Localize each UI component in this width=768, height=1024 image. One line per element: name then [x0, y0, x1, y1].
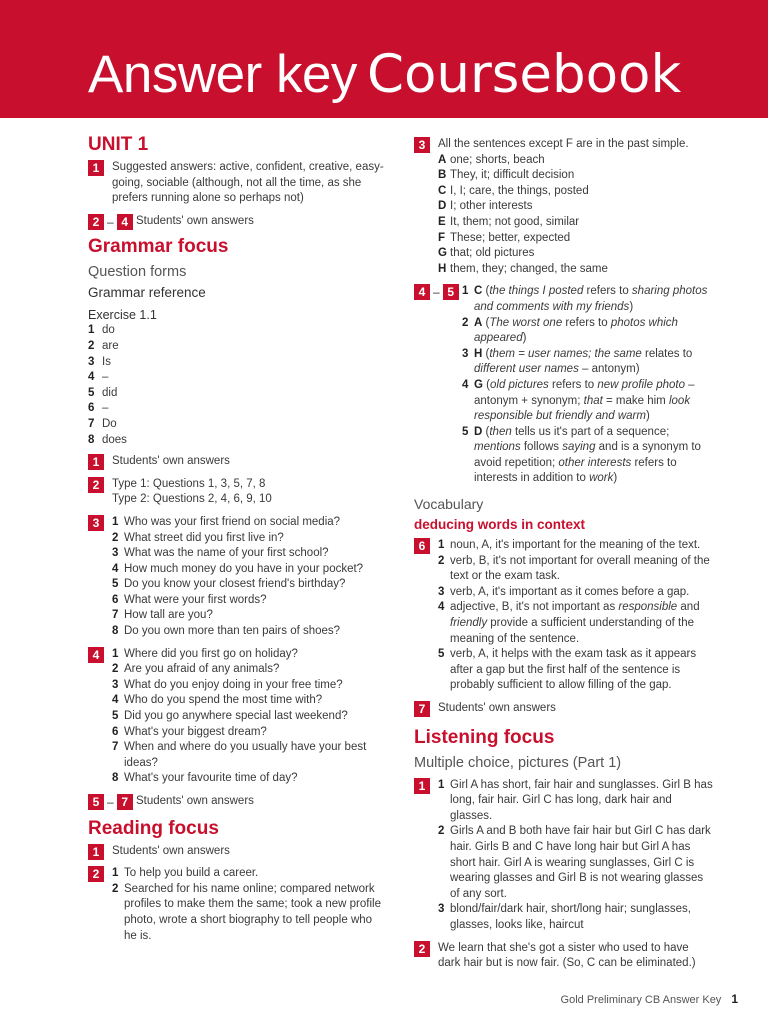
list-item: [462, 347, 714, 378]
item-text: Where did you first go on holiday?: [124, 647, 298, 660]
item-number: 8: [112, 772, 119, 785]
item-text: – antonym): [578, 363, 640, 376]
item-text: What street did you first live in?: [124, 531, 284, 544]
item-text: ): [629, 300, 634, 313]
item-text: blond/fair/dark hair, short/long hair; sunglasses, glasses, looks like, haircut: [450, 903, 691, 931]
item-text: Are you afraid of any animals?: [124, 663, 280, 676]
page-footer: [561, 992, 738, 1006]
item-number: 1: [112, 647, 119, 660]
item-text: and is a synonym to avoid repetition;: [474, 441, 701, 469]
question-badge: 2: [88, 866, 104, 882]
item-text: mentions: [474, 441, 521, 454]
item-text: = make him: [602, 394, 669, 407]
list-item: [112, 866, 388, 882]
question-badge: 4: [117, 214, 133, 230]
list-item: [438, 824, 714, 902]
item-text: The worst one: [489, 316, 563, 329]
list-item: [438, 184, 714, 200]
question-range: [88, 794, 133, 810]
answer-text: Students' own answers: [438, 702, 556, 714]
item-text: ): [645, 410, 650, 423]
list-item: [88, 386, 388, 402]
item-text: friendly: [450, 617, 488, 630]
item-letter: A: [438, 153, 447, 166]
item-text: sharing photos and comments with my friends: [474, 285, 708, 313]
question-badge: 7: [117, 794, 133, 810]
answer-text: We learn that she's got a sister who used to have dark hair but is now fair. (So, C can be eliminated.): [438, 941, 696, 970]
answer-text: Students' own answers: [136, 795, 254, 807]
answer-reading-4-5: [414, 284, 714, 487]
item-text: that: [583, 394, 603, 407]
item-number: 6: [88, 402, 95, 415]
answer-grammar-4: [88, 647, 388, 787]
item-letter: H: [438, 262, 447, 275]
answer-line: Type 2: Questions 2, 4, 6, 9, 10: [112, 493, 272, 506]
item-text: What was the name of your first school?: [124, 547, 329, 560]
item-number: 3: [112, 678, 119, 691]
section-heading-listening: Listening focus: [414, 726, 555, 748]
list-item: [462, 316, 714, 347]
range-dash: –: [433, 285, 440, 300]
subheading-deducing-words: deducing words in context: [414, 517, 586, 533]
list-item: [112, 647, 388, 663]
item-text: refers to: [548, 378, 598, 391]
item-number: 8: [112, 625, 119, 638]
item-text: responsible: [618, 601, 678, 614]
item-text: These; better, expected: [450, 231, 571, 244]
title-answer-key: Answer key: [88, 45, 357, 104]
item-number: 7: [88, 417, 95, 430]
question-range: [88, 214, 133, 230]
question-badge: 3: [88, 515, 104, 531]
left-column: [88, 130, 388, 951]
item-number: 2: [462, 316, 469, 329]
item-text: adjective, B, it's not important as: [450, 601, 619, 614]
answer-reading-3: [414, 137, 714, 277]
item-text: (: [485, 285, 490, 298]
item-text: ): [522, 332, 527, 345]
question-badge: 1: [88, 160, 104, 176]
item-letter: F: [438, 231, 446, 244]
subheading-question-forms: Question forms: [88, 264, 187, 281]
list-item: [112, 771, 388, 787]
item-text: How tall are you?: [124, 609, 213, 622]
item-text: Searched for his name online; compared network profiles to make them the same; took a new profile photo, wrote a short biography to tell people who he is.: [124, 882, 381, 942]
list-item: [88, 339, 388, 355]
item-number: 3: [462, 347, 469, 360]
item-text: follows: [520, 441, 563, 454]
item-text: does: [102, 433, 127, 446]
range-dash: –: [107, 214, 114, 229]
item-number: 2: [438, 825, 445, 838]
item-text: Do you know your closest friend's birthday?: [124, 578, 346, 591]
answer-text: Students' own answers: [112, 455, 230, 468]
answer-reading-1: [88, 844, 388, 860]
list-item: [462, 378, 714, 425]
item-number: 6: [112, 593, 119, 606]
question-badge: 4: [414, 284, 430, 300]
item-text: did: [102, 386, 118, 399]
list-item: [112, 577, 388, 593]
answer-listening-1: [414, 778, 714, 934]
unit-heading: UNIT 1: [88, 134, 149, 155]
item-number: 5: [112, 578, 119, 591]
question-range: [414, 284, 459, 300]
list-item: [88, 433, 388, 449]
list-item: [438, 778, 714, 825]
item-text: the things I posted: [489, 285, 584, 298]
item-text: provide a sufficient understanding of the meaning of the sentence.: [450, 617, 695, 645]
list-item: [112, 693, 388, 709]
list-item: [438, 902, 714, 933]
page-title: [88, 40, 681, 110]
item-text: –: [102, 402, 109, 415]
list-item: [112, 593, 388, 609]
item-text: I; other interests: [450, 200, 533, 213]
item-text: look responsible but friendly and warm: [474, 394, 691, 423]
question-badge: 2: [88, 214, 104, 230]
item-text: them, they; changed, the same: [450, 262, 608, 275]
item-letter: G: [438, 247, 447, 260]
item-text: them = user names; the same: [489, 347, 642, 360]
question-badge: 3: [414, 137, 430, 153]
header-banner: [0, 0, 768, 118]
item-text: –: [102, 371, 109, 384]
answer-reading-2: [88, 866, 388, 944]
subheading-grammar-reference: Grammar reference: [88, 285, 206, 301]
range-dash: –: [107, 795, 114, 809]
answer-vocabulary-6: [414, 538, 714, 694]
item-number: 3: [438, 585, 445, 598]
item-text: relates to: [641, 347, 693, 360]
list-item: [462, 425, 714, 487]
item-text: (: [485, 316, 490, 329]
question-badge: 2: [414, 941, 430, 957]
title-coursebook: Coursebook: [366, 44, 682, 105]
question-badge: 2: [88, 477, 104, 493]
answer-text: Suggested answers: active, confident, creative, easy-going, sociable (although, not all the time, as she prefers running alone so perhaps not): [112, 161, 384, 205]
item-number: 3: [88, 355, 95, 368]
item-text: refers to: [562, 316, 611, 329]
list-item: [112, 531, 388, 547]
list-item: [112, 624, 388, 640]
list-item: [438, 647, 714, 694]
list-item: [112, 740, 388, 771]
item-letter: B: [438, 169, 447, 182]
item-text: I, I; care, the things, posted: [450, 184, 589, 197]
item-answer: A: [474, 316, 483, 329]
answer-2-4: [88, 214, 388, 230]
item-text: work: [589, 472, 614, 485]
item-number: 8: [88, 433, 95, 446]
item-text: Do you own more than ten pairs of shoes?: [124, 625, 341, 638]
item-number: 4: [462, 378, 469, 391]
list-item: [112, 608, 388, 624]
answer-intro: All the sentences except F are in the past simple.: [438, 138, 689, 150]
list-item: [438, 246, 714, 262]
item-letter: C: [438, 184, 447, 197]
item-text: When and where do you usually have your best ideas?: [124, 741, 367, 769]
list-item: [88, 355, 388, 371]
page-number: 1: [731, 992, 738, 1006]
item-number: 5: [438, 648, 445, 661]
item-number: 1: [112, 515, 119, 528]
item-text: – antonym + synonym;: [474, 378, 695, 407]
item-number: 2: [438, 554, 445, 567]
answer-text: Students' own answers: [112, 844, 230, 857]
list-item: [112, 709, 388, 725]
item-answer: G: [474, 378, 483, 391]
question-badge: 5: [443, 284, 459, 300]
list-item: [438, 538, 714, 554]
item-text: refers to interests in addition to: [474, 456, 677, 485]
item-text: ): [613, 472, 618, 485]
list-item: [112, 662, 388, 678]
item-text: that; old pictures: [450, 247, 535, 260]
item-text: and: [677, 601, 700, 614]
item-text: other interests: [558, 456, 632, 469]
list-item: [438, 262, 714, 278]
item-text: photos which appeared: [474, 316, 678, 345]
list-item: [112, 562, 388, 578]
list-item: [88, 401, 388, 417]
item-text: one; shorts, beach: [450, 153, 545, 166]
list-item: [438, 231, 714, 247]
exercise-heading: Exercise 1.1: [88, 308, 157, 323]
item-text: Girls A and B both have fair hair but Girl C has dark hair. Girls B and C have long hair but Girl A has short hair. Girl A is wearing sunglasses, Girl C is wearing glasses and Girl B is not wearing glasses of any sort.: [450, 825, 711, 900]
item-answer: H: [474, 347, 483, 360]
item-text: What's your biggest dream?: [124, 725, 267, 738]
list-item: [112, 546, 388, 562]
item-text: verb, B, it's not important for overall meaning of the text or the exam task.: [450, 554, 710, 583]
item-text: Who was your first friend on social media?: [124, 515, 341, 528]
item-text: do: [102, 324, 115, 337]
answer-grammar-2: [88, 477, 388, 508]
item-number: 2: [112, 531, 119, 544]
list-item: [112, 678, 388, 694]
item-text: What were your first words?: [124, 593, 267, 606]
section-heading-vocabulary: Vocabulary: [414, 496, 484, 513]
question-badge: 1: [414, 778, 430, 794]
footer-title: Gold Preliminary CB Answer Key: [560, 994, 722, 1006]
answer-grammar-1: [88, 454, 388, 470]
item-number: 1: [88, 324, 95, 337]
item-number: 5: [462, 425, 469, 438]
item-text: Who do you spend the most time with?: [124, 694, 323, 707]
list-item: [88, 323, 388, 339]
item-text: refers to: [583, 285, 632, 298]
item-text: What's your favourite time of day?: [124, 772, 298, 785]
list-item: [438, 168, 714, 184]
item-text: verb, A, it's important as it comes before a gap.: [450, 585, 690, 598]
list-item: [112, 515, 388, 531]
item-number: 1: [112, 867, 119, 880]
list-item: [88, 370, 388, 386]
item-number: 2: [112, 663, 119, 676]
item-number: 4: [112, 562, 119, 575]
item-number: 1: [462, 285, 469, 298]
item-text: (: [485, 347, 490, 360]
item-text: What do you enjoy doing in your free time?: [124, 678, 343, 691]
item-answer: C: [474, 285, 483, 298]
list-item: [438, 600, 714, 647]
item-text: They, it; difficult decision: [450, 169, 575, 182]
item-number: 3: [112, 547, 119, 560]
item-text: tells us it's part of a sequence;: [511, 425, 670, 438]
item-number: 3: [438, 903, 445, 916]
answer-grammar-5-7: [88, 794, 388, 810]
item-number: 2: [112, 882, 119, 895]
exercise-answers: [88, 323, 388, 448]
question-badge: 7: [414, 701, 430, 717]
answer-grammar-3: [88, 515, 388, 640]
item-text: (: [485, 425, 490, 438]
list-item: [438, 153, 714, 169]
question-badge: 4: [88, 647, 104, 663]
item-text: new profile photo: [597, 378, 685, 391]
subheading-multiple-choice: Multiple choice, pictures (Part 1): [414, 754, 622, 771]
item-text: saying: [562, 441, 596, 454]
question-badge: 6: [414, 538, 430, 554]
answer-1: [88, 160, 388, 207]
item-text: different user names: [474, 363, 579, 376]
right-column: [414, 137, 714, 979]
item-number: 1: [438, 778, 445, 791]
item-answer: D: [474, 425, 483, 438]
list-item: [438, 554, 714, 585]
item-letter: D: [438, 200, 447, 213]
question-badge: 1: [88, 454, 104, 470]
item-number: 4: [438, 601, 445, 614]
item-number: 4: [88, 371, 95, 384]
item-number: 2: [88, 339, 95, 352]
item-text: old pictures: [490, 378, 549, 391]
item-number: 1: [438, 539, 445, 552]
list-item: [438, 215, 714, 231]
item-text: How much money do you have in your pocket?: [124, 562, 364, 575]
item-number: 6: [112, 725, 119, 738]
item-number: 7: [112, 609, 119, 622]
answer-listening-2: [414, 941, 714, 972]
item-number: 7: [112, 741, 119, 754]
section-heading-reading: Reading focus: [88, 817, 219, 839]
list-item: [438, 199, 714, 215]
section-heading-grammar: Grammar focus: [88, 236, 229, 258]
list-item: [112, 725, 388, 741]
item-text: It, them; not good, similar: [450, 215, 580, 228]
item-text: Do: [102, 417, 117, 430]
list-item: [438, 585, 714, 601]
answer-vocabulary-7: [414, 701, 714, 717]
item-text: Is: [102, 355, 111, 368]
list-item: [462, 284, 714, 315]
item-text: Girl A has short, fair hair and sunglasses. Girl B has long, fair hair. Girl C has long, dark hair and glasses.: [450, 778, 713, 822]
list-item: [88, 417, 388, 433]
item-number: 5: [88, 386, 95, 399]
item-text: are: [102, 339, 119, 352]
item-text: then: [489, 425, 512, 438]
item-text: (: [486, 378, 490, 391]
question-badge: 5: [88, 794, 104, 810]
item-text: noun, A, it's important for the meaning of the text.: [450, 539, 701, 552]
question-badge: 1: [88, 844, 104, 860]
list-item: [112, 882, 388, 944]
item-number: 4: [112, 694, 119, 707]
item-text: Did you go anywhere special last weekend?: [124, 710, 348, 723]
item-letter: E: [438, 215, 446, 228]
item-text: verb, A, it helps with the exam task as it appears after a gap but the first half of the sentence is probably sufficient to allow filling of the gap.: [450, 648, 697, 692]
item-text: To help you build a career.: [124, 867, 259, 880]
answer-text: Students' own answers: [136, 214, 254, 227]
item-number: 5: [112, 710, 119, 723]
answer-line: Type 1: Questions 1, 3, 5, 7, 8: [112, 477, 266, 490]
